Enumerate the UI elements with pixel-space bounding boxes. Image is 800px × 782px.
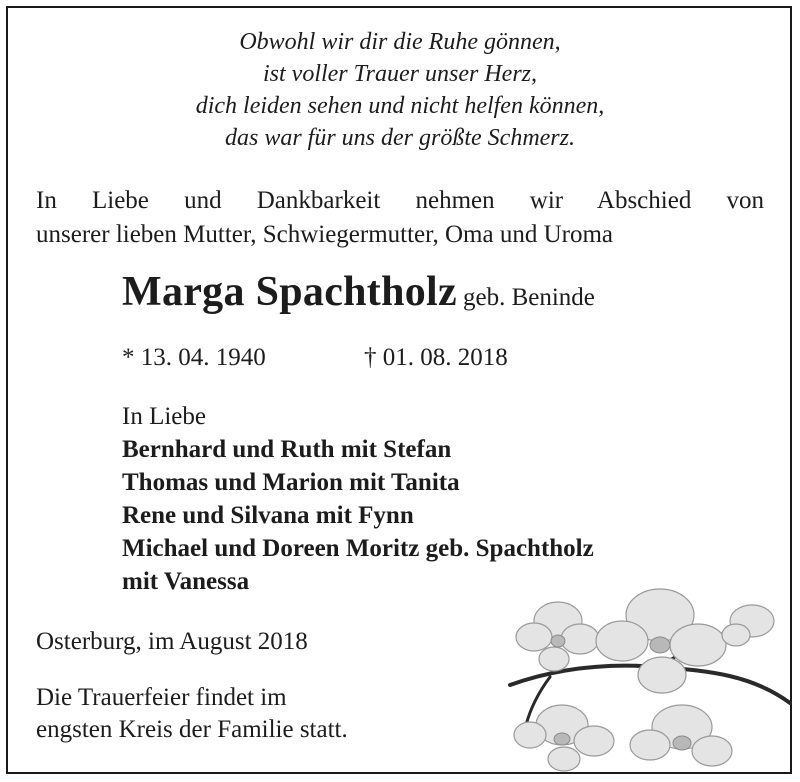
mourner-family: Thomas und Marion mit Tanita	[122, 469, 460, 496]
mourner-family: Bernhard und Ruth mit Stefan	[122, 436, 452, 463]
orchid-icon	[490, 575, 792, 774]
intro-line: In Liebe und Dankbarkeit nehmen wir Abschied von	[36, 187, 764, 214]
intro-line: unserer lieben Mutter, Schwiegermutter, Oma und Uroma	[36, 221, 613, 248]
mourner-family: Rene und Silvana mit Fynn	[122, 502, 414, 529]
mourners-lead: In Liebe	[122, 403, 206, 430]
mourner-family: Michael und Doreen Moritz geb. Spachtholz	[122, 535, 594, 562]
mourner-family: mit Vanessa	[122, 568, 250, 595]
deceased-heading	[122, 268, 595, 316]
maiden-name: geb. Beninde	[462, 284, 595, 311]
funeral-note	[36, 682, 348, 746]
poem-line: Obwohl wir dir die Ruhe gönnen,	[239, 29, 561, 55]
poem	[0, 26, 800, 154]
place-date: Osterburg, im August 2018	[36, 628, 308, 655]
deceased-name: Marga Spachtholz	[122, 269, 457, 315]
poem-line: das war für uns der größte Schmerz.	[224, 125, 575, 151]
funeral-line: engsten Kreis der Familie statt.	[36, 716, 348, 743]
intro-text	[36, 184, 764, 252]
birth-date: * 13. 04. 1940	[122, 344, 266, 371]
funeral-line: Die Trauerfeier findet im	[36, 684, 287, 711]
mourners-list	[122, 400, 594, 598]
poem-line: ist voller Trauer unser Herz,	[262, 61, 537, 87]
death-date: † 01. 08. 2018	[364, 344, 508, 371]
poem-line: dich leiden sehen und nicht helfen können,	[195, 93, 605, 119]
